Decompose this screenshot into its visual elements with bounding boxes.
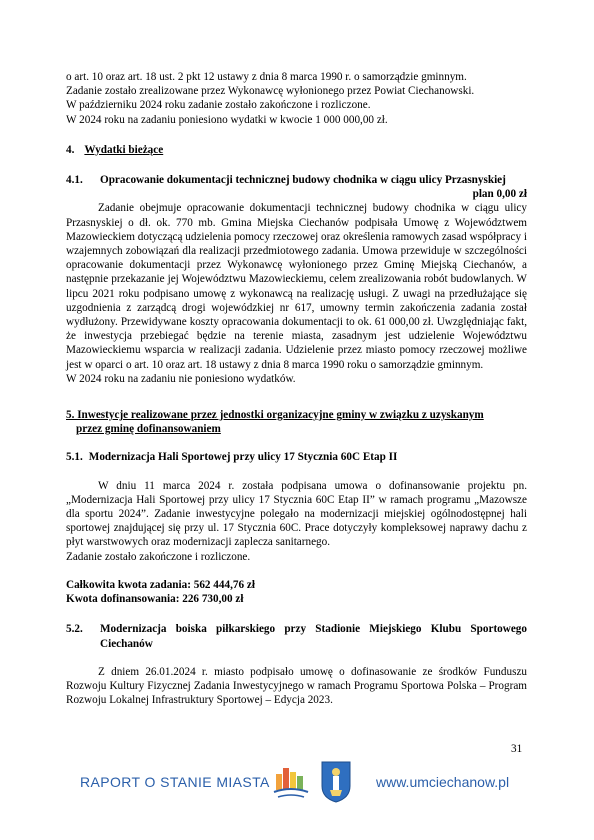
page-number: 31 [511,743,523,755]
city-logo-icon [270,760,312,802]
footer-report-title: RAPORT O STANIE MIASTA [80,774,270,790]
section-5-1-number: 5.1. [66,451,83,464]
section-5-2-title: Modernizacja boiska piłkarskiego przy Stadionie Miejskiego Klubu Sportowego Ciechanów [100,623,527,650]
section-5-1-total: Całkowita kwota zadania: 562 444,76 zł [66,578,255,591]
section-5-2-body: Z dniem 26.01.2024 r. miasto podpisało umowę o dofinasowanie ze środków Funduszu Rozwoju Kultury Fizycznej Zadania Inwestycyjnego w ramach Programu Sportowa Polska – Program Rozwoju Lokalnej Infrastruktury Sportowej – Edycja 2023. [66,665,527,707]
section-4-heading [66,143,527,157]
section-5-1-body: W dniu 11 marca 2024 r. została podpisana umowa o dofinansowanie projektu pn. „Modernizacja Hali Sportowej przy ulicy 17 Stycznia 60C Etap II” w ramach programu „Mazowsze dla sportu 2024”. Zadanie inwestycyjne polegało na modernizacji miejskiej ogólnodostępnej hali sportowej znajdującej się przy ul. 17 Stycznia 60C. Prace dotyczyły kompleksowej naprawy dachu z płyt warstwowych oraz modernizacji zaplecza sanitarnego. [66,479,527,549]
section-5-2-heading [66,622,527,650]
paragraph-completed: W październiku 2024 roku zadanie zostało zakończone i rozliczone. [66,99,371,112]
paragraph-contractor: Zadanie zostało zrealizowane przez Wykonawcę wyłonionego przez Powiat Ciechanowski. [66,85,475,98]
section-5-2-number: 5.2. [66,623,83,636]
section-5-1-funding: Kwota dofinansowania: 226 730,00 zł [66,593,244,606]
section-5-1-closed: Zadanie zostało zakończone i rozliczone. [66,550,251,563]
section-5-heading [66,408,527,436]
section-5-heading-line2: przez gminę dofinansowaniem [76,423,221,436]
section-4-1-number: 4.1. [66,174,83,187]
section-4-1-plan: plan 0,00 zł [472,188,527,201]
section-4-number: 4. [66,143,75,156]
page-content [66,70,527,707]
page-footer [0,760,594,820]
section-5-1-heading [66,450,527,464]
section-4-1-expenses: W 2024 roku na zadaniu nie poniesiono wydatków. [66,372,296,385]
section-4-1-title: Opracowanie dokumentacji technicznej budowy chodnika w ciągu ulicy Przasnyskiej [100,174,506,187]
coat-of-arms-icon [320,760,352,804]
section-4-1-body: Zadanie obejmuje opracowanie dokumentacji technicznej budowy chodnika w ciągu ulicy Przasnyskiej o dł. ok. 770 mb. Gmina Miejska Ciechanów podpisała Umowę z Województwem Mazowieckiem dotyczącą udzielenia pomocy rzeczowej oraz określenia ramowych zasad współpracy i wzajemnych zobowiązań dla realizacji przedmiotowego zadania. Umowa przewiduje w szczególności opracowanie dokumentacji przez Wykonawcę wyłonionego przez Gminę Miejską Ciechanów, a następnie przekazanie jej Województwu Mazowieckiemu, celem zrealizowania robót budowlanych. W lipcu 2021 roku podpisano umowę z wykonawcą na realizację usługi. Z uwagi na przedłużające się uzgodnienia z zarządcą drogi wojewódzkiej nr 617, umowny termin zakończenia zadania został wydłużony. Przewidywane koszty opracowania dokumentacji to ok. 61 000,00 zł. Uwzględniając fakt, że inwestycja przebiegać będzie na terenie miasta, zasadnym jest udzielenie Województwu Mazowieckiemu wsparcia w realizacji zadania. Udzielenie przez miasto pomocy rzeczowej możliwe jest w oparci o art. 10 oraz art. 18 ustawy z dnia 8 marca 1990 roku o samorządzie gminnym. [66,202,527,371]
section-5-1-title: Modernizacja Hali Sportowej przy ulicy 17 Stycznia 60C Etap II [88,451,398,464]
paragraph-continuation: o art. 10 oraz art. 18 ust. 2 pkt 12 ustawy z dnia 8 marca 1990 r. o samorządzie gminnym. [66,71,467,83]
section-4-title: Wydatki bieżące [84,143,164,156]
section-5-heading-line1: 5. Inwestycje realizowane przez jednostki organizacyjne gminy w związku z uzyskanym [66,409,484,422]
paragraph-expenses: W 2024 roku na zadaniu poniesiono wydatki w kwocie 1 000 000,00 zł. [66,113,388,126]
section-4-1-heading [66,173,527,187]
footer-website: www.umciechanow.pl [376,774,510,790]
